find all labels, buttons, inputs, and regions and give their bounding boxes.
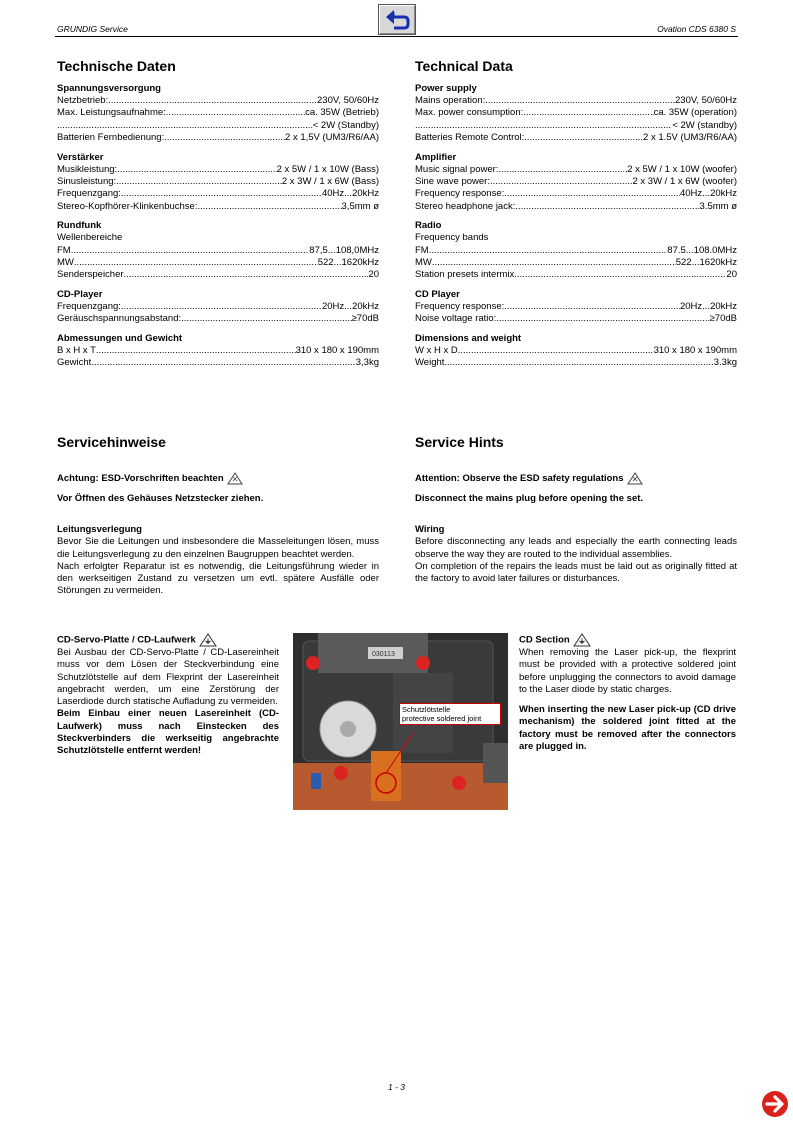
spec-key: Netzbetrieb: [57,95,109,106]
spec-row [415,313,737,325]
spec-row [57,176,379,188]
spec-leader-dots [57,120,313,132]
spec-value: 20Hz...20kHz [679,300,737,312]
en-cd-title: CD Section [519,634,570,646]
spec-value: 2 x 3W / 1 x 6W (woofer) [632,176,737,188]
spec-value: ≥70dB [709,313,737,325]
spec-row [57,132,379,144]
spec-value: ca. 35W (operation) [653,107,737,119]
spec-row [57,257,379,269]
en-section-title: Amplifier [415,151,457,163]
photo-label-de: Schutzlötstelle [402,705,451,714]
spec-key: Senderspeicher [57,269,124,281]
spec-value: 87,5...108,0MHz [309,244,379,256]
header-left: GRUNDIG Service [57,24,128,34]
spec-value: 20Hz...20kHz [321,300,379,312]
spec-row [57,95,379,107]
spec-row [415,345,737,357]
en-section-title: Power supply [415,83,477,94]
spec-key: Max. Leistungsaufnahme: [57,107,166,119]
de-tech-title: Technische Daten [57,58,176,74]
en-tech-title: Technical Data [415,58,513,74]
en-section-title: CD Player [415,288,460,300]
en-wiring-p2: On completion of the repairs the leads must be laid out as originally fitted at the factory to avoid later failures or disturbances. [415,560,737,585]
spec-row [415,201,737,213]
spec-leader-dots [116,176,282,188]
spec-key: B x H x T [57,344,96,356]
de-section-title: Rundfunk [57,220,102,232]
spec-row [57,269,379,281]
photo-callout [399,703,501,725]
spec-value: 3.3kg [713,357,737,369]
spec-value: 310 x 180 x 190mm [653,344,737,356]
spec-key: Noise voltage ratio: [415,313,497,325]
spec-value: 2 x 3W / 1 x 6W (Bass) [281,176,379,188]
spec-row [57,120,379,132]
en-wiring-title: Wiring [415,524,445,535]
spec-leader-dots [515,201,699,213]
spec-row [415,164,737,176]
spec-leader-dots [121,188,322,200]
spec-row [57,357,379,369]
spec-row [57,345,379,357]
spec-key: Weight [415,357,445,369]
en-section-subline: Frequency bands [415,232,489,244]
de-esd-line: Vor Öffnen des Gehäuses Netzstecker ziehen. [57,493,264,505]
header-rule [55,36,738,37]
de-esd-block [57,472,379,506]
de-section-title: Abmessungen und Gewicht [57,332,183,344]
spec-leader-dots [96,345,296,357]
spec-leader-dots [458,345,654,357]
spec-key: Musikleistung: [57,163,118,175]
en-esd-title: Attention: Observe the ESD safety regulations [415,473,624,485]
spec-row [415,245,737,257]
de-cd-block [57,633,279,758]
spec-leader-dots [490,176,632,188]
spec-row [57,107,379,119]
spec-value: ≥70dB [351,313,379,325]
esd-warning-icon [227,472,243,485]
en-cd-p2: When inserting the new Laser pick-up (CD drive mechanism) the soldered joint fitted at the factory must be removed after the connectors are plugged in. [519,704,736,753]
spec-leader-dots [91,357,355,369]
spec-key: Batteries Remote Control: [415,132,525,144]
spec-key: Sine wave power: [415,176,490,188]
de-cd-title: CD-Servo-Platte / CD-Laufwerk [57,634,196,646]
spec-leader-dots [496,313,709,325]
de-service-title: Servicehinweise [57,434,166,450]
spec-value: 3,5mm ø [341,200,379,212]
spec-value: 2 x 5W / 1 x 10W (Bass) [276,163,379,175]
spec-leader-dots [166,107,305,119]
spec-key: FM [415,244,429,256]
spec-row [415,301,737,313]
spec-row [415,95,737,107]
spec-leader-dots [71,245,310,257]
spec-key: Station presets intermix [415,269,515,281]
laser-warning-icon [573,633,591,647]
next-page-arrow-icon [761,1090,789,1118]
spec-key: Gewicht [57,357,92,369]
spec-leader-dots [485,95,675,107]
laser-warning-icon [199,633,217,647]
de-technical-data [57,58,379,370]
spec-key: Frequency response: [415,188,505,200]
photo-sticker: 030113 [372,651,395,658]
spec-leader-dots [429,245,668,257]
spec-value: 2 x 1.5V (UM3/R6/AA) [643,132,737,144]
en-section-title: Radio [415,220,442,232]
spec-leader-dots [164,132,285,144]
spec-key: Frequency response: [415,300,505,312]
spec-key: Max. power consumption: [415,107,524,119]
spec-leader-dots [432,257,676,269]
return-arrow-icon [384,8,412,32]
en-wiring-p1: Before disconnecting any leads and especially the earth connecting leads observe the way they are routed to the individual assemblies. [415,536,737,560]
spec-row [57,245,379,257]
spec-key: Stereo-Kopfhörer-Klinkenbuchse: [57,200,198,212]
spec-row [415,120,737,132]
esd-warning-icon [627,472,643,485]
spec-key: W x H x D [415,344,458,356]
spec-value: 522...1620kHz [317,257,379,269]
de-wiring-block [57,524,379,598]
spec-key: Sinusleistung: [57,176,117,188]
en-esd-line: Disconnect the mains plug before opening the set. [415,493,644,505]
spec-row [57,164,379,176]
spec-key: Geräuschspannungsabstand: [57,313,182,325]
spec-value: 40Hz...20kHz [679,188,737,200]
spec-key: Batterien Fernbedienung: [57,132,165,144]
spec-row [57,201,379,213]
de-cd-p2: Beim Einbau einer neuen Lasereinheit (CD-Laufwerk) muss nach Einstecken des Steckverbinders die werkseitig angebrachte Schutzlötstelle entfernt werden! [57,708,279,757]
spec-leader-dots [444,357,713,369]
spec-leader-dots [523,107,653,119]
spec-row [415,357,737,369]
spec-leader-dots [197,201,341,213]
spec-row [415,176,737,188]
spec-value: < 2W (Standby) [312,119,379,131]
spec-leader-dots [181,313,351,325]
next-page-button[interactable] [761,1090,789,1118]
en-cd-block [519,633,736,753]
de-section-title: Spannungsversorgung [57,83,161,94]
spec-row [415,269,737,281]
spec-value: 3.5mm ø [699,200,737,212]
spec-value: 230V, 50/60Hz [675,95,737,106]
spec-leader-dots [504,188,680,200]
de-wiring-p2: Nach erfolgter Reparatur ist es notwendig, die Leitungsführung wieder in den werkseitigen Zustand zu versetzen um evtl. spätere Ausfälle oder Störungen zu vermeiden. [57,560,379,597]
header-right: Ovation CDS 6380 S [657,24,736,34]
de-esd-title: Achtung: ESD-Vorschriften beachten [57,473,224,485]
spec-key: MW [57,257,74,269]
spec-row [415,132,737,144]
spec-value: 20 [726,269,737,281]
spec-key: FM [57,244,71,256]
de-section-title: Verstärker [57,151,104,163]
spec-row [415,257,737,269]
de-cd-p1: Bei Ausbau der CD-Servo-Platte / CD-Lasereinheit muss vor dem Lösen der Steckverbindung eine Schutzlötstelle auf dem Flexprint der Lasereinheit angebracht werden, um eine Zerstörung der Laserdiode durch statische Aufladung zu vermeiden. [57,647,279,708]
en-cd-p1: When removing the Laser pick-up, the flexprint must be provided with a protective soldered joint before unplugging the connectors to avoid damage to the Laser diode by static charges. [519,647,736,695]
spec-key: Mains operation: [415,95,486,106]
spec-leader-dots [74,257,318,269]
spec-value: 3,3kg [355,357,379,369]
spec-leader-dots [514,269,726,281]
en-service-title: Service Hints [415,434,504,450]
spec-row [57,301,379,313]
spec-row [57,313,379,325]
spec-leader-dots [524,132,643,144]
de-section-title: CD-Player [57,288,103,300]
de-wiring-p1: Bevor Sie die Leitungen und insbesondere die Masseleitungen lösen, muss die Leitungsverlegung zu den einzelnen Baugruppen beachtet werden. [57,536,379,560]
spec-value: 2 x 5W / 1 x 10W (woofer) [627,163,737,175]
cd-drive-photo [293,633,508,810]
en-section-title: Dimensions and weight [415,332,522,344]
spec-key: Frequenzgang: [57,188,121,200]
spec-value: 230V, 50/60Hz [317,95,379,106]
spec-value: 522...1620kHz [675,257,737,269]
spec-value: 20 [368,269,379,281]
spec-value: ca. 35W (Betrieb) [305,107,379,119]
spec-value: 87.5...108.0MHz [667,244,737,256]
spec-leader-dots [415,120,672,132]
spec-leader-dots [108,95,317,107]
spec-value: 40Hz...20kHz [321,188,379,200]
spec-key: MW [415,257,432,269]
spec-leader-dots [117,164,276,176]
spec-key: Stereo headphone jack: [415,200,516,212]
spec-leader-dots [498,164,627,176]
spec-leader-dots [124,269,369,281]
en-technical-data [415,58,737,370]
spec-leader-dots [504,301,680,313]
de-section-subline: Wellenbereiche [57,232,123,244]
page-number: 1 - 3 [387,1082,405,1092]
spec-value: < 2W (standby) [672,119,737,131]
spec-row [415,107,737,119]
spec-row [415,188,737,200]
en-esd-block [415,472,737,506]
de-wiring-title: Leitungsverlegung [57,524,142,535]
spec-leader-dots [121,301,322,313]
spec-row [57,188,379,200]
back-button[interactable] [378,4,416,35]
spec-key: Music signal power: [415,163,499,175]
spec-value: 2 x 1,5V (UM3/R6/AA) [285,132,379,144]
spec-key: Frequenzgang: [57,300,121,312]
en-wiring-block [415,524,737,585]
photo-label-en: protective soldered joint [402,714,482,723]
spec-value: 310 x 180 x 190mm [295,344,379,356]
